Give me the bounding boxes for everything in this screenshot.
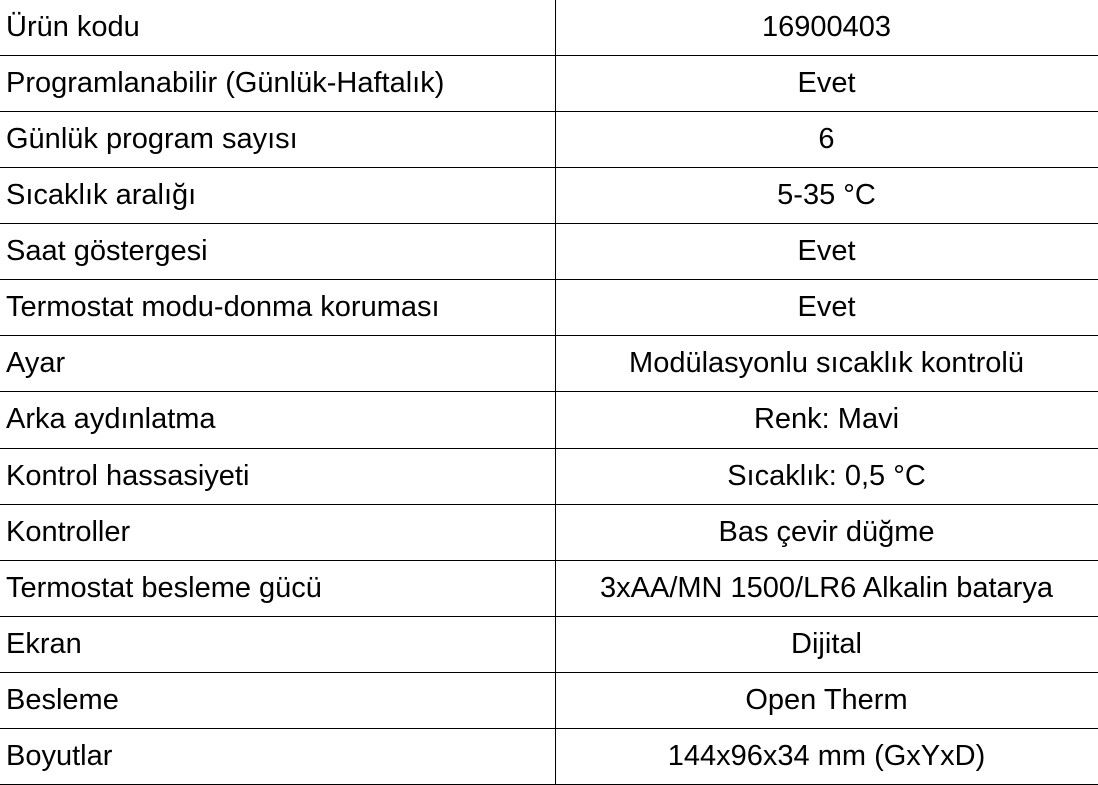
table-row [0, 392, 1098, 448]
row-label: Kontroller [0, 504, 555, 560]
table-row [0, 336, 1098, 392]
row-value: Evet [555, 224, 1098, 280]
table-row [0, 56, 1098, 112]
row-value: Sıcaklık: 0,5 °C [555, 448, 1098, 504]
row-value: Evet [555, 280, 1098, 336]
table-row [0, 280, 1098, 336]
row-value: 5-35 °C [555, 168, 1098, 224]
row-label: Arka aydınlatma [0, 392, 555, 448]
table-row [0, 504, 1098, 560]
row-label: Programlanabilir (Günlük-Haftalık) [0, 56, 555, 112]
row-label: Sıcaklık aralığı [0, 168, 555, 224]
row-label: Saat göstergesi [0, 224, 555, 280]
row-label: Termostat modu-donma koruması [0, 280, 555, 336]
table-row [0, 448, 1098, 504]
row-value: Bas çevir düğme [555, 504, 1098, 560]
row-label: Ekran [0, 616, 555, 672]
row-label: Besleme [0, 672, 555, 728]
table-row [0, 112, 1098, 168]
table-row [0, 728, 1098, 784]
table-row [0, 0, 1098, 56]
row-value: 3xAA/MN 1500/LR6 Alkalin batarya [555, 560, 1098, 616]
row-label: Boyutlar [0, 728, 555, 784]
row-value: Evet [555, 56, 1098, 112]
table-row [0, 560, 1098, 616]
row-value: 6 [555, 112, 1098, 168]
row-label: Ürün kodu [0, 0, 555, 56]
row-value: 16900403 [555, 0, 1098, 56]
table-row [0, 168, 1098, 224]
row-value: Modülasyonlu sıcaklık kontrolü [555, 336, 1098, 392]
row-label: Ayar [0, 336, 555, 392]
row-label: Termostat besleme gücü [0, 560, 555, 616]
row-value: 144x96x34 mm (GxYxD) [555, 728, 1098, 784]
table-row [0, 224, 1098, 280]
row-label: Kontrol hassasiyeti [0, 448, 555, 504]
row-value: Open Therm [555, 672, 1098, 728]
table-row [0, 616, 1098, 672]
row-value: Dijital [555, 616, 1098, 672]
row-value: Renk: Mavi [555, 392, 1098, 448]
row-label: Günlük program sayısı [0, 112, 555, 168]
table-row [0, 672, 1098, 728]
